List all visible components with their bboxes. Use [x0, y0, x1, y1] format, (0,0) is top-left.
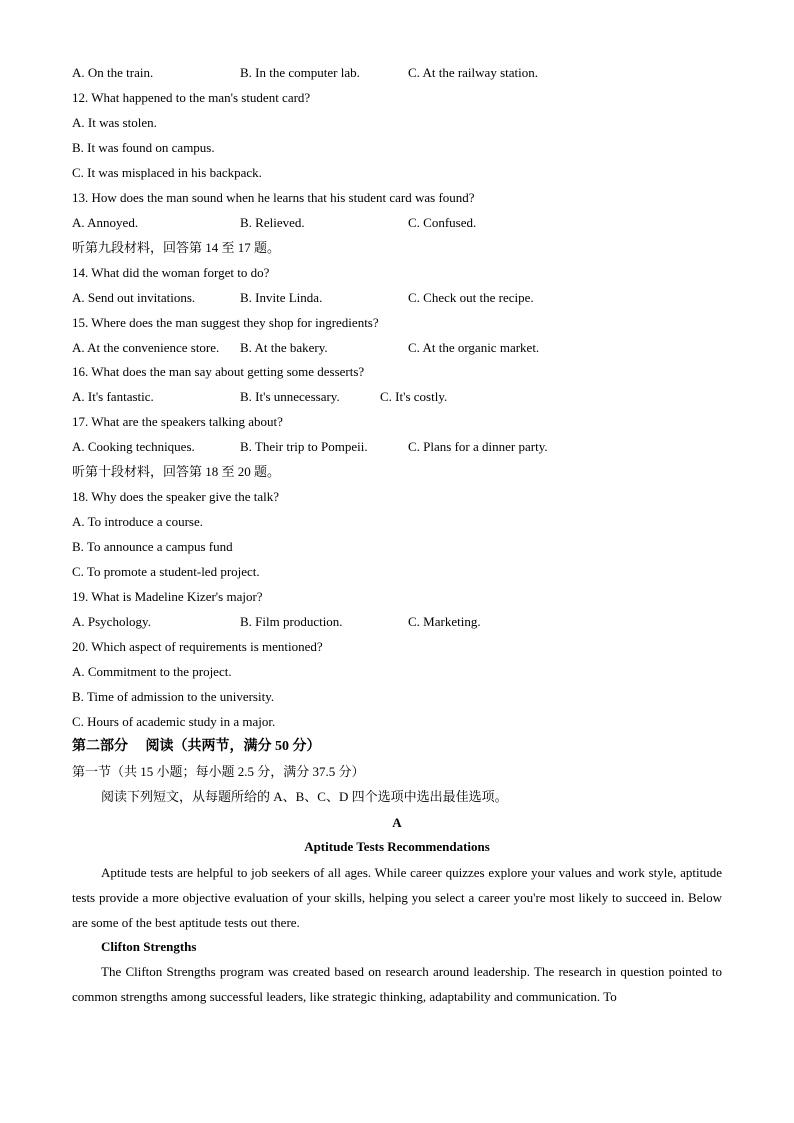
- q11-option-c: C. At the railway station.: [408, 65, 538, 80]
- q12-option-b: B. It was found on campus.: [72, 140, 215, 155]
- passage-paragraph-1: The Clifton Strengths program was created based on research around leadership. The research in question pointed to common strengths among successful leaders, like strategic thinking, adaptability and communication. To: [72, 964, 722, 1004]
- q20-stem: 20. Which aspect of requirements is mentioned?: [72, 639, 323, 654]
- q16-option-b: B. It's unnecessary.: [240, 389, 340, 404]
- reading-instruction: 阅读下列短文，从每题所给的 A、B、C、D 四个选项中选出最佳选项。: [101, 789, 508, 804]
- q18-option-a: A. To introduce a course.: [72, 514, 203, 529]
- q15-stem: 15. Where does the man suggest they shop for ingredients?: [72, 315, 379, 330]
- q12-option-a: A. It was stolen.: [72, 115, 157, 130]
- q15-option-b: B. At the bakery.: [240, 340, 328, 355]
- q12-stem: 12. What happened to the man's student card?: [72, 90, 311, 105]
- q17-option-b: B. Their trip to Pompeii.: [240, 439, 368, 454]
- passage-subheading: Clifton Strengths: [101, 939, 197, 954]
- q14-option-c: C. Check out the recipe.: [408, 290, 534, 305]
- q17-option-a: A. Cooking techniques.: [72, 439, 195, 454]
- passage-letter: A: [392, 815, 402, 830]
- q15-option-a: A. At the convenience store.: [72, 340, 220, 355]
- q14-option-b: B. Invite Linda.: [240, 290, 323, 305]
- q18-stem: 18. Why does the speaker give the talk?: [72, 489, 279, 504]
- part2-heading: 第二部分 阅读（共两节，满分 50 分）: [72, 739, 321, 754]
- section9-heading: 听第九段材料，回答第 14 至 17 题。: [72, 240, 281, 255]
- passage-title: Aptitude Tests Recommendations: [304, 839, 490, 854]
- q18-option-b: B. To announce a campus fund: [72, 539, 233, 554]
- q20-option-a: A. Commitment to the project.: [72, 664, 232, 679]
- q16-stem: 16. What does the man say about getting some desserts?: [72, 364, 365, 379]
- q16-option-c: C. It's costly.: [380, 389, 448, 404]
- q19-stem: 19. What is Madeline Kizer's major?: [72, 589, 263, 604]
- q19-option-b: B. Film production.: [240, 614, 343, 629]
- q13-stem: 13. How does the man sound when he learns that his student card was found?: [72, 190, 475, 205]
- q16-option-a: A. It's fantastic.: [72, 389, 154, 404]
- section10-heading: 听第十段材料，回答第 18 至 20 题。: [72, 464, 281, 479]
- q17-stem: 17. What are the speakers talking about?: [72, 414, 283, 429]
- part2-section1-heading: 第一节（共 15 小题；每小题 2.5 分，满分 37.5 分）: [72, 764, 365, 779]
- q14-option-a: A. Send out invitations.: [72, 290, 196, 305]
- q11-option-a: A. On the train.: [72, 65, 154, 80]
- q20-option-c: C. Hours of academic study in a major.: [72, 714, 276, 729]
- q11-option-b: B. In the computer lab.: [240, 65, 360, 80]
- q13-option-b: B. Relieved.: [240, 215, 305, 230]
- q13-option-c: C. Confused.: [408, 215, 477, 230]
- q17-option-c: C. Plans for a dinner party.: [408, 439, 548, 454]
- q13-option-a: A. Annoyed.: [72, 215, 139, 230]
- q19-option-c: C. Marketing.: [408, 614, 481, 629]
- passage-intro: Aptitude tests are helpful to job seekers of all ages. While career quizzes explore your values and work style, aptitude tests provide a more objective evaluation of your skills, helping you select a career you're most likely to succeed in. Below are some of the best aptitude tests out there.: [72, 865, 722, 930]
- q12-option-c: C. It was misplaced in his backpack.: [72, 165, 262, 180]
- q14-stem: 14. What did the woman forget to do?: [72, 265, 270, 280]
- q15-option-c: C. At the organic market.: [408, 340, 540, 355]
- q19-option-a: A. Psychology.: [72, 614, 151, 629]
- q20-option-b: B. Time of admission to the university.: [72, 689, 275, 704]
- q18-option-c: C. To promote a student-led project.: [72, 564, 260, 579]
